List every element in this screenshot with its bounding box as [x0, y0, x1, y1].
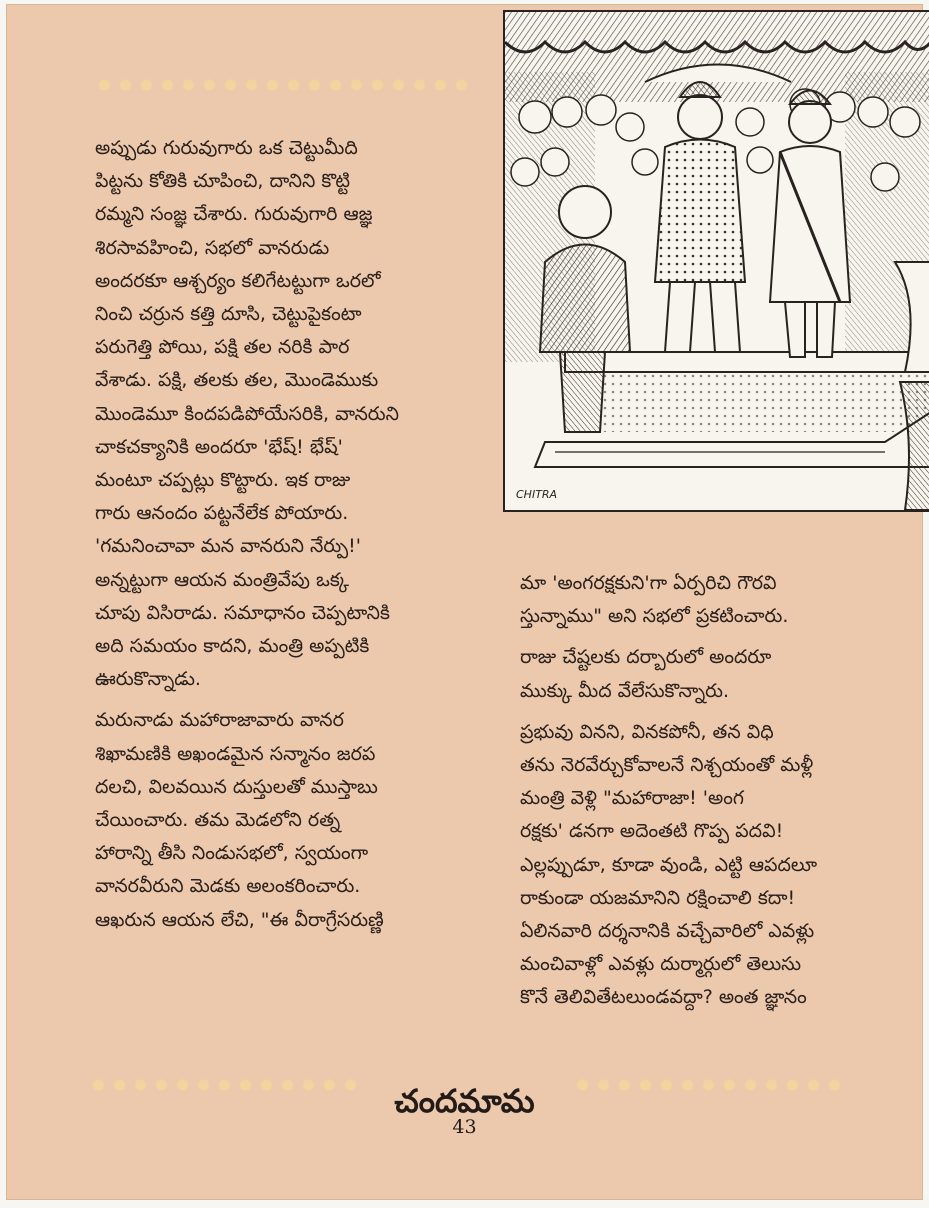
text-line: ఏలినవారి దర్శనానికి వచ్చేవారిలో ఎవళ్లు [520, 920, 815, 943]
text-line: చేయించారు. తమ మెడలోని రత్న [95, 809, 341, 832]
text-line: చూపు విసిరాడు. సమాధానం చెప్పటానికి [95, 601, 390, 624]
text-line: ముక్కు మీద వేలేసుకొన్నారు. [520, 679, 730, 702]
magazine-page [6, 4, 923, 1200]
text-line: ఊరుకొన్నాడు. [95, 668, 201, 691]
paragraph-5 [520, 716, 855, 1015]
text-line: పరుగెత్తి పోయి, పక్షి తల నరికి పార [95, 336, 350, 359]
text-line: కొనే తెలివితేటలుండవద్దా? అంత జ్ఞానం [520, 986, 807, 1009]
text-line: మంటూ చప్పట్లు కొట్టారు. ఇక రాజు [95, 469, 351, 492]
paragraph-1 [95, 132, 470, 696]
text-line: మా 'అంగరక్షకుని'గా ఏర్పరిచి గౌరవి [520, 572, 777, 594]
court-scene-illustration [503, 10, 929, 512]
text-line: వానరవీరుని మెడకు అలంకరించారు. [95, 875, 361, 898]
text-line: వేశాడు. పక్షి, తలకు తల, మొండెముకు [95, 369, 379, 392]
text-line: మరునాడు మహారాజావారు వానర [95, 709, 344, 732]
text-line: ప్రభువు వినని, వినకపోనీ, తన విధి [520, 720, 774, 743]
left-text-column [95, 132, 470, 937]
text-line: రక్షకు' డనగా అదెంతటి గొప్ప పదవి! [520, 820, 784, 843]
top-decorative-band [94, 74, 470, 96]
text-line: 'గమనించావా మన వానరుని నేర్పు!' [95, 535, 361, 558]
text-line: శిరసావహించి, సభలో వానరుడు [95, 236, 330, 259]
illustration-drawing [505, 12, 929, 510]
text-line: శిఖామణికి అఖండమైన సన్మానం జరప [95, 742, 376, 765]
magazine-name: చందమామ [394, 1082, 535, 1120]
text-line: గారు ఆనందం పట్టనేలేక పోయారు. [95, 502, 349, 525]
text-line: ఆఖరున ఆయన లేచి, "ఈ వీరాగ్రేసరుణ్ణి [95, 908, 384, 931]
text-line: అందరకూ ఆశ్చర్యం కలిగేటట్టుగా ఒరలో [95, 269, 381, 292]
text-line: రాకుండా యజమానిని రక్షించాలి కదా! [520, 886, 796, 909]
illustrator-signature: CHITRA [516, 488, 558, 501]
text-line: స్తున్నాము" అని సభలో ప్రకటించారు. [520, 605, 789, 628]
text-line: పిట్టను కోతికి చూపించి, దానిని కొట్టి [95, 170, 351, 193]
right-text-column [520, 567, 855, 1015]
text-line: మంచివాళ్లో ఎవళ్లు దుర్మార్గులో తెలుసు [520, 953, 802, 976]
page-number: 43 [452, 1116, 477, 1138]
text-line: అన్నట్టుగా ఆయన మంత్రివేపు ఒక్క [95, 568, 350, 591]
paragraph-3 [520, 567, 855, 633]
text-line: మంత్రి వెళ్లి "మహారాజా! 'అంగ [520, 787, 744, 810]
text-line: దలచి, విలవయిన దుస్తులతో ముస్తాబు [95, 775, 378, 798]
paragraph-2 [95, 704, 470, 936]
text-line: రాజు చేష్టలకు దర్బారులో అందరూ [520, 646, 772, 669]
text-line: ఎల్లప్పుడూ, కూడా వుండి, ఎట్టి ఆపదలూ [520, 853, 818, 876]
text-line: చాకచక్యానికి అందరూ 'భేష్! భేష్' [95, 435, 343, 458]
text-line: మొండెమూ కిందపడిపోయేసరికి, వానరుని [95, 402, 399, 425]
text-line: హారాన్ని తీసి నిండుసభలో, స్వయంగా [95, 842, 369, 865]
text-line: రమ్మని సంజ్ఞ చేశారు. గురువుగారి ఆజ్ఞ [95, 203, 373, 226]
paragraph-4 [520, 641, 855, 707]
text-line: నించి చర్రున కత్తి దూసి, చెట్టుపైకంటా [95, 303, 362, 326]
text-line: తను నెరవేర్చుకోవాలనే నిశ్చయంతో మళ్లీ [520, 754, 814, 777]
text-line: అది సమయం కాదని, మంత్రి అప్పటికి [95, 635, 370, 658]
text-line: అప్పుడు గురువుగారు ఒక చెట్టుమీది [95, 137, 358, 159]
